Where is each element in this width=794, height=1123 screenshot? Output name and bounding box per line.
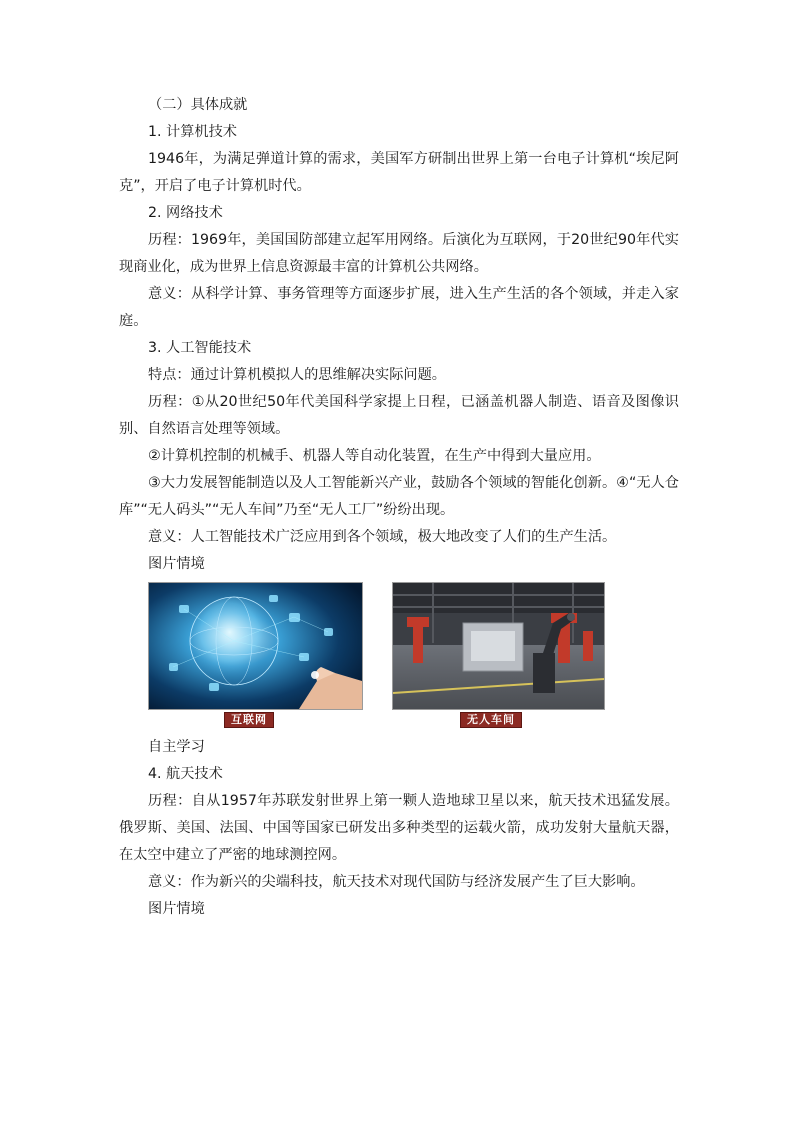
- ai-feature: 特点：通过计算机模拟人的思维解决实际问题。: [148, 367, 446, 383]
- network-heading: 2. 网络技术: [148, 205, 223, 221]
- self-study-label: 自主学习: [148, 739, 205, 755]
- ai-history-3: ③大力发展智能制造以及人工智能新兴产业，鼓励各个领域的智能化创新。④“无人仓库”“无人码头”“无人车间”乃至“无人工厂”纷纷出现。: [119, 475, 679, 518]
- ai-meaning: 意义：人工智能技术广泛应用到各个领域，极大地改变了人们的生产生活。: [148, 529, 617, 545]
- computer-heading: 1. 计算机技术: [148, 124, 237, 140]
- document-page: [119, 92, 679, 923]
- network-history: 历程：1969年，美国国防部建立起军用网络。后演化为互联网，于20世纪90年代实现商业化，成为世界上信息资源最丰富的计算机公共网络。: [119, 232, 679, 275]
- section-title: （二）具体成就: [148, 97, 248, 113]
- internet-image: [149, 583, 362, 709]
- picture-gallery: [119, 582, 679, 734]
- network-meaning: 意义：从科学计算、事务管理等方面逐步扩展，进入生产生活的各个领域，并走入家庭。: [119, 286, 679, 329]
- space-heading: 4. 航天技术: [148, 766, 223, 782]
- ai-picture-label: 图片情境: [148, 556, 205, 572]
- ai-heading: 3. 人工智能技术: [148, 340, 252, 356]
- computer-text: 1946年，为满足弹道计算的需求，美国军方研制出世界上第一台电子计算机“埃尼阿克”，开启了电子计算机时代。: [119, 151, 679, 194]
- factory-caption: 无人车间: [460, 712, 522, 728]
- space-picture-label: 图片情境: [148, 901, 205, 917]
- internet-caption: 互联网: [224, 712, 274, 728]
- ai-history-2: ②计算机控制的机械手、机器人等自动化装置，在生产中得到大量应用。: [148, 448, 601, 464]
- ai-history-1: 历程：①从20世纪50年代美国科学家提上日程，已涵盖机器人制造、语音及图像识别、自然语言处理等领域。: [119, 394, 679, 437]
- internet-photo: [148, 582, 363, 710]
- space-history: 历程：自从1957年苏联发射世界上第一颗人造地球卫星以来，航天技术迅猛发展。俄罗斯、美国、法国、中国等国家已研发出多种类型的运载火箭，成功发射大量航天器，在太空中建立了严密的地球测控网。: [119, 793, 679, 863]
- space-meaning: 意义：作为新兴的尖端科技，航天技术对现代国防与经济发展产生了巨大影响。: [148, 874, 645, 890]
- factory-photo: [392, 582, 605, 710]
- factory-image: [393, 583, 604, 709]
